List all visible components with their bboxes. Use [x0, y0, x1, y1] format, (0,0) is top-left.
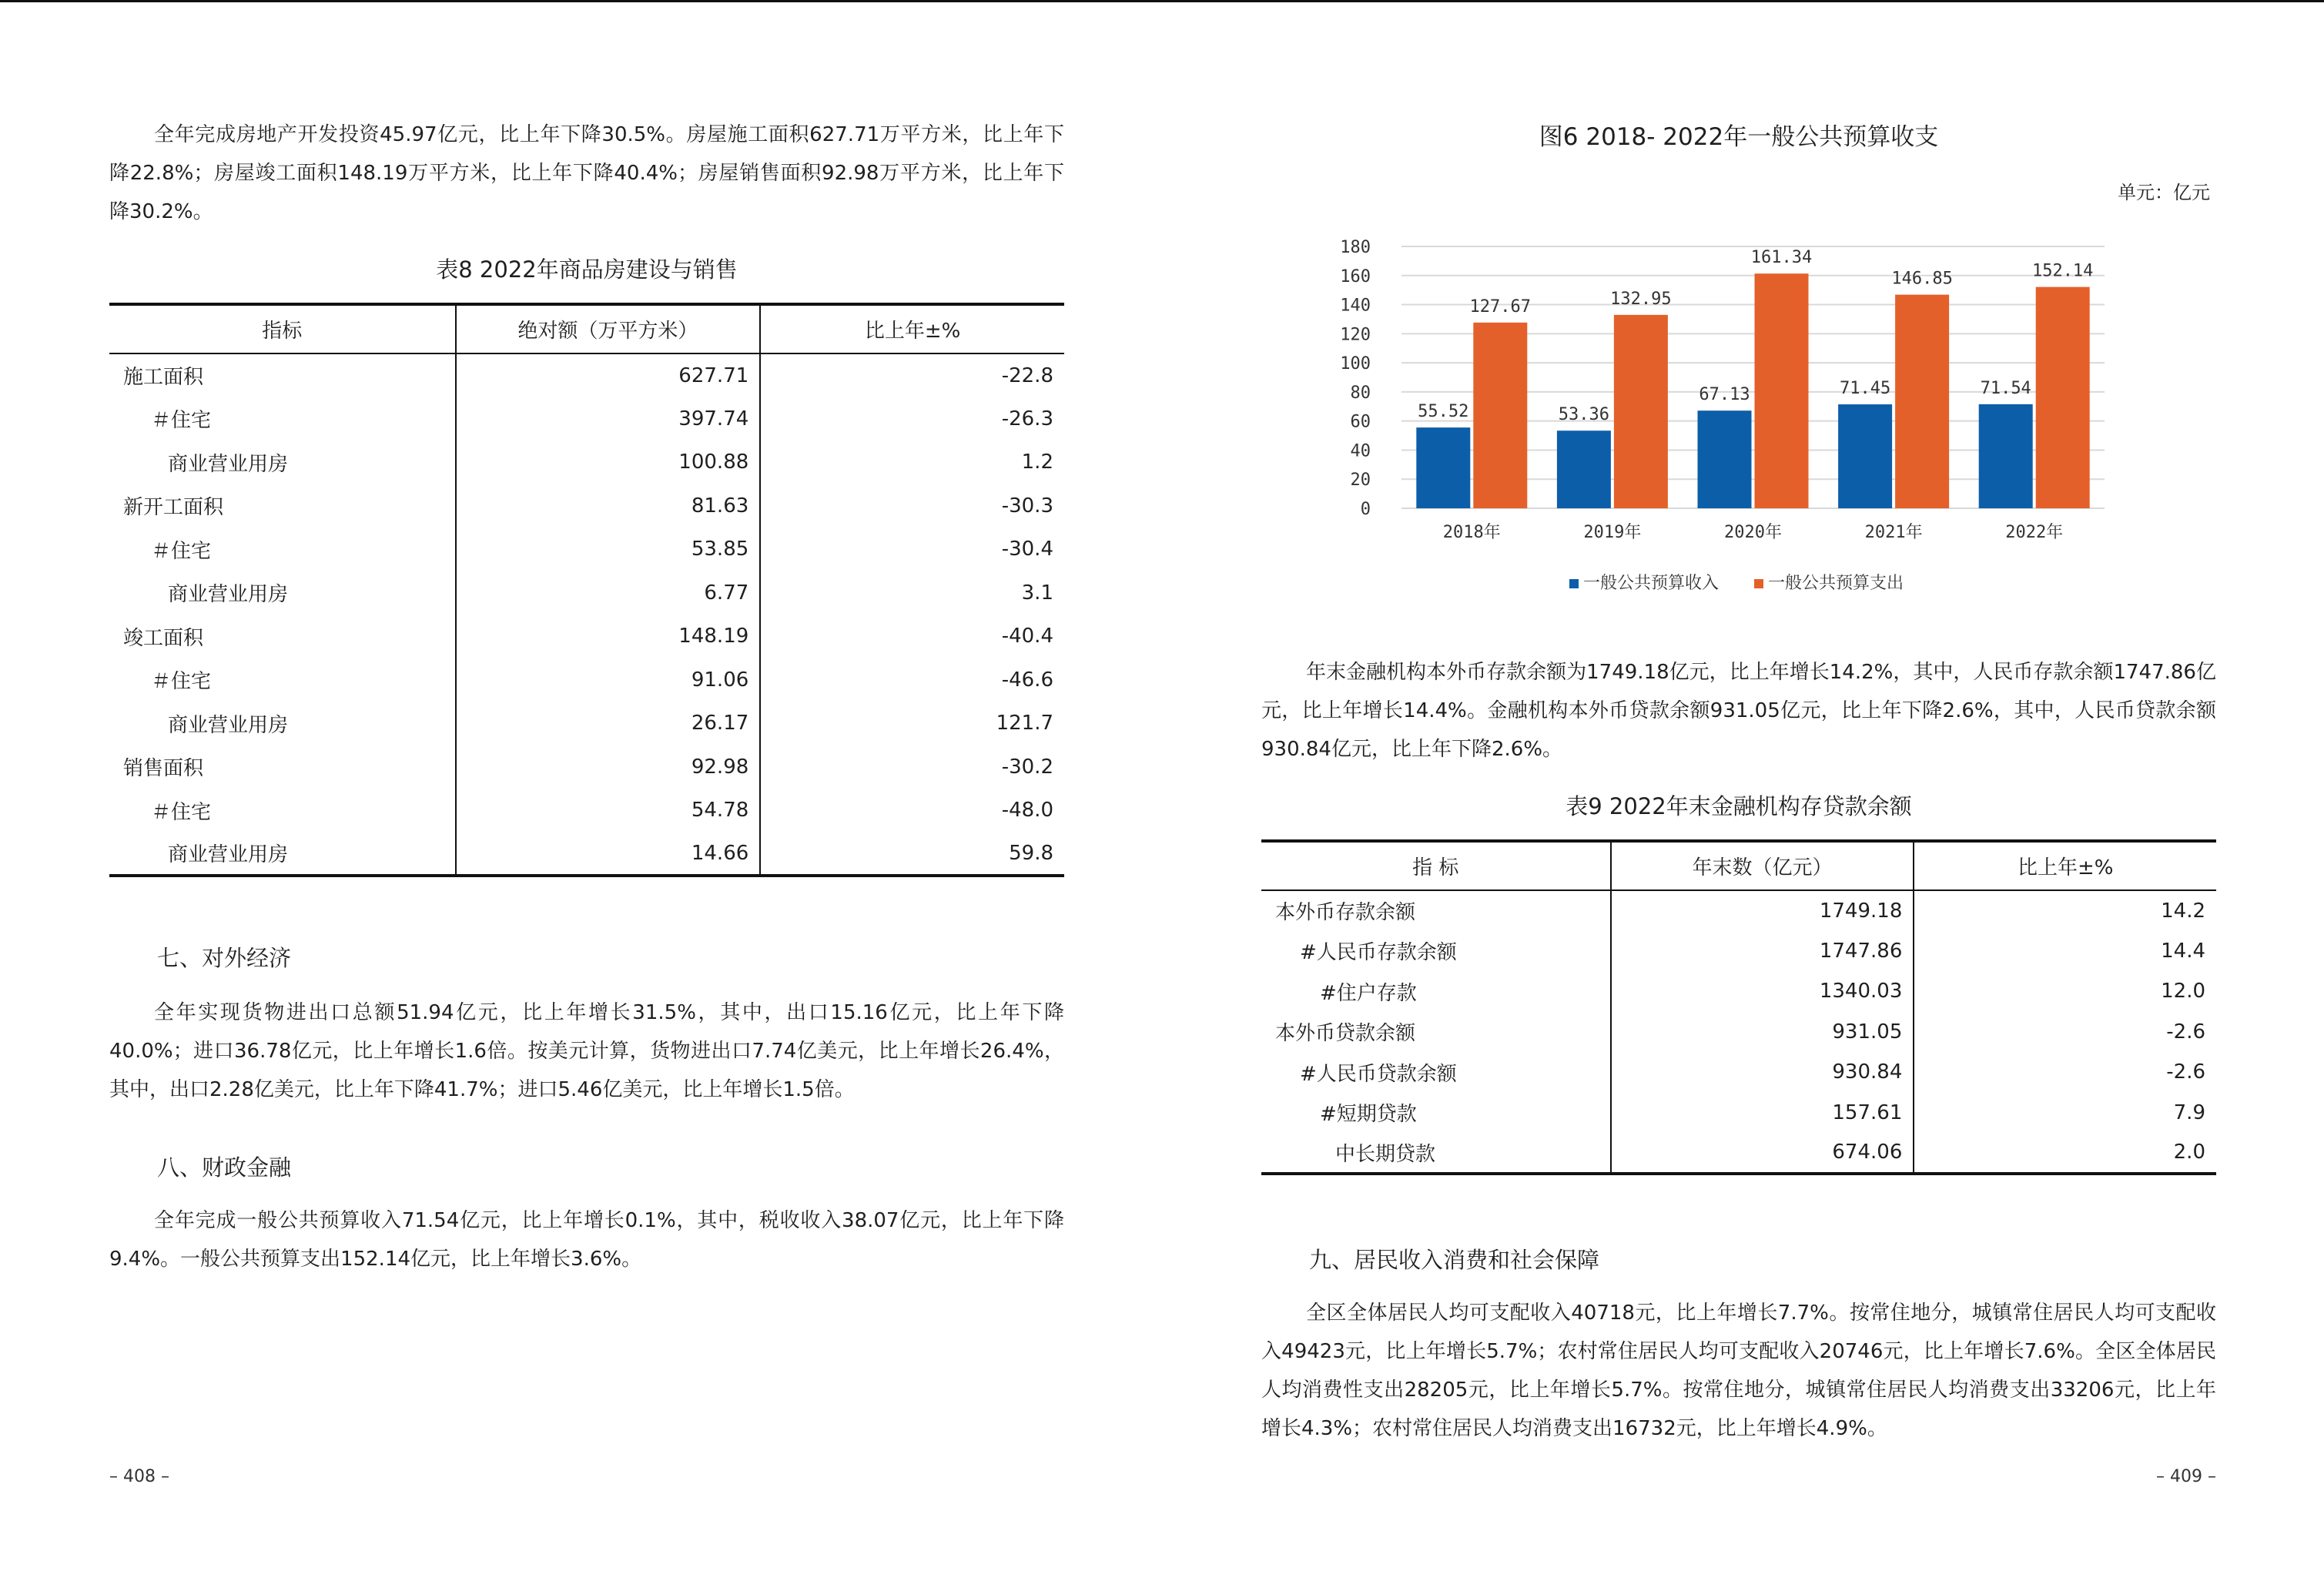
- table8-caption: 表8 2022年商品房建设与销售: [436, 256, 738, 283]
- row-value: 91.06: [456, 658, 761, 702]
- table-row: [109, 397, 1064, 441]
- x-tick-label: 2020年: [1724, 523, 1782, 542]
- table-row: [109, 353, 1064, 397]
- section7-paragraph: 全年实现货物进出口总额51.94亿元，比上年增长31.5%，其中，出口15.16亿元，比上年下降40.0%；进口36.78亿元，比上年增长1.6倍。按美元计算，货物进出口7.74亿美元，比上年增长26.4%，其中，出口2.28亿美元，比上年下降41.7%；进口5.46亿美元，比上年增长1.5倍。: [109, 1001, 1064, 1101]
- row-indicator: 商业营业用房: [109, 833, 456, 876]
- row-value: 148.19: [456, 615, 761, 658]
- bar-expenditure: [1755, 273, 1809, 508]
- table-row: [109, 484, 1064, 528]
- data-label: 161.34: [1750, 248, 1813, 268]
- row-value: 674.06: [1611, 1133, 1914, 1174]
- data-label: 71.54: [1980, 378, 2031, 398]
- data-label: 71.45: [1839, 379, 1891, 399]
- data-label: 146.85: [1891, 269, 1953, 289]
- real-estate-paragraph: 全年完成房地产开发投资45.97亿元，比上年下降30.5%。房屋施工面积627.71万平方米，比上年下降22.8%；房屋竣工面积148.19万平方米，比上年下降40.4%；房屋销售面积92.98万平方米，比上年下降30.2%。: [109, 123, 1064, 223]
- y-tick-label: 160: [1340, 266, 1371, 286]
- row-value: 54.78: [456, 789, 761, 833]
- row-change: -2.6: [1914, 1012, 2216, 1053]
- legend-label: 一般公共预算收入: [1583, 574, 1720, 593]
- bar-expenditure: [2036, 287, 2090, 508]
- budget-bar-chart: [1261, 223, 2216, 616]
- row-change: 14.4: [1914, 931, 2216, 972]
- row-indicator: 商业营业用房: [168, 583, 289, 607]
- bar-expenditure: [1614, 315, 1668, 508]
- row-indicator: 商业营业用房: [168, 713, 289, 737]
- row-indicator: ＃住宅: [151, 800, 212, 824]
- row-value: 157.61: [1611, 1093, 1914, 1134]
- row-change: 121.7: [760, 702, 1064, 745]
- row-indicator: 中长期贷款: [1261, 1133, 1611, 1174]
- row-value: 26.17: [456, 702, 761, 745]
- table-row: [109, 789, 1064, 833]
- data-label: 67.13: [1699, 385, 1750, 405]
- row-indicator: #住户存款: [1320, 981, 1417, 1005]
- table9-caption: 表9 2022年末金融机构存贷款余额: [1566, 793, 1912, 819]
- section7-title: 七、对外经济: [157, 945, 292, 971]
- x-tick-label: 2019年: [1583, 523, 1642, 542]
- row-value: 397.74: [456, 397, 761, 441]
- row-change: -30.3: [760, 484, 1064, 528]
- row-change: -48.0: [760, 789, 1064, 833]
- table-row: [109, 615, 1064, 658]
- row-indicator: 本外币存款余额: [1275, 901, 1416, 925]
- top-border: [0, 0, 2324, 2]
- unit-label: 单元：亿元: [2118, 182, 2210, 203]
- table-row: [1261, 890, 2216, 931]
- row-change: -40.4: [760, 615, 1064, 658]
- table-row: [109, 833, 1064, 876]
- row-change: -30.4: [760, 528, 1064, 571]
- table-row: [109, 702, 1064, 745]
- data-label: 127.67: [1469, 296, 1532, 317]
- row-change: -46.6: [760, 658, 1064, 702]
- data-label: 152.14: [2031, 261, 2094, 281]
- row-indicator: ＃住宅: [151, 539, 212, 563]
- row-value: 1749.18: [1611, 890, 1914, 931]
- row-value: 92.98: [456, 745, 761, 789]
- table-row: [1261, 1052, 2216, 1093]
- row-value: 14.66: [456, 833, 761, 876]
- page-number-left: – 408 –: [109, 1467, 169, 1486]
- table8-header-indicator: 指标: [109, 304, 456, 353]
- finance-paragraph: 年末金融机构本外币存款余额为1749.18亿元，比上年增长14.2%，其中，人民币存款余额1747.86亿元，比上年增长14.4%。金融机构本外币贷款余额931.05亿元，比上年下降2.6%，其中，人民币贷款余额930.84亿元，比上年下降2.6%。: [1261, 661, 2216, 761]
- section8-title: 八、财政金融: [157, 1154, 292, 1181]
- table-row: [1261, 1012, 2216, 1053]
- page-number-right: – 409 –: [2156, 1467, 2216, 1486]
- y-tick-label: 40: [1350, 441, 1371, 461]
- table-row: [109, 441, 1064, 484]
- row-value: 930.84: [1611, 1052, 1914, 1093]
- row-change: 59.8: [760, 833, 1064, 876]
- table-row: [1261, 1133, 2216, 1174]
- row-indicator: 竣工面积: [123, 626, 204, 650]
- table9: [1261, 839, 2216, 1175]
- section8-paragraph: 全年完成一般公共预算收入71.54亿元，比上年增长0.1%，其中，税收收入38.07亿元，比上年下降9.4%。一般公共预算支出152.14亿元，比上年增长3.6%。: [109, 1209, 1064, 1271]
- bar-revenue: [1416, 427, 1470, 508]
- section9-title: 九、居民收入消费和社会保障: [1309, 1247, 1600, 1273]
- row-value: 6.77: [456, 571, 761, 615]
- x-tick-label: 2022年: [2005, 523, 2064, 542]
- row-change: 12.0: [1914, 971, 2216, 1012]
- x-tick-label: 2021年: [1864, 523, 1923, 542]
- bar-revenue: [1557, 431, 1611, 508]
- table8: [109, 303, 1064, 877]
- y-tick-label: 0: [1360, 500, 1371, 519]
- row-change: -30.2: [760, 745, 1064, 789]
- table8-header-change: 比上年±%: [760, 304, 1064, 353]
- y-tick-label: 140: [1340, 296, 1371, 316]
- row-value: 931.05: [1611, 1012, 1914, 1053]
- row-change: 14.2: [1914, 890, 2216, 931]
- y-tick-label: 180: [1340, 238, 1371, 257]
- table9-header-change: 比上年±%: [1914, 841, 2216, 890]
- table-row: [1261, 931, 2216, 972]
- row-indicator: ＃住宅: [151, 409, 212, 433]
- legend-swatch: [1569, 579, 1579, 588]
- data-label: 55.52: [1418, 402, 1469, 422]
- row-value: 100.88: [456, 441, 761, 484]
- row-change: -26.3: [760, 397, 1064, 441]
- table-row: [1261, 971, 2216, 1012]
- row-indicator: ＃住宅: [151, 670, 212, 694]
- row-indicator: #人民币存款余额: [1300, 941, 1457, 965]
- table-row: [109, 745, 1064, 789]
- bar-revenue: [1838, 404, 1892, 508]
- row-change: 7.9: [1914, 1093, 2216, 1134]
- table8-header-absolute: 绝对额（万平方米）: [456, 304, 761, 353]
- row-change: 2.0: [1914, 1133, 2216, 1174]
- row-change: 1.2: [760, 441, 1064, 484]
- row-indicator: 销售面积: [123, 757, 204, 781]
- row-value: 81.63: [456, 484, 761, 528]
- table-row: [109, 571, 1064, 615]
- row-indicator: #短期贷款: [1320, 1103, 1417, 1127]
- y-tick-label: 20: [1350, 471, 1371, 491]
- section9-paragraph: 全区全体居民人均可支配收入40718元，比上年增长7.7%。按常住地分，城镇常住居民人均可支配收入49423元，比上年增长5.7%；农村常住居民人均可支配收入20746元，比上年增长7.6%。全区全体居民人均消费性支出28205元，比上年增长5.7%。按常住地分，城镇常住居民人均消费支出33206元，比上年增长4.3%；农村常住居民人均消费支出16732元，比上年增长4.9%。: [1261, 1302, 2216, 1440]
- row-change: -2.6: [1914, 1052, 2216, 1093]
- bar-expenditure: [1473, 323, 1527, 508]
- table9-header-yearend: 年末数（亿元）: [1611, 841, 1914, 890]
- bar-revenue: [1698, 410, 1752, 508]
- row-indicator: #人民币贷款余额: [1300, 1062, 1457, 1086]
- row-value: 627.71: [456, 353, 761, 397]
- row-indicator: 商业营业用房: [168, 452, 289, 476]
- row-value: 53.85: [456, 528, 761, 571]
- legend-label: 一般公共预算支出: [1768, 574, 1904, 593]
- bar-revenue: [1979, 404, 2033, 508]
- x-tick-label: 2018年: [1442, 523, 1501, 542]
- data-label: 132.95: [1610, 289, 1672, 309]
- row-indicator: 施工面积: [123, 366, 204, 390]
- row-indicator: 新开工面积: [123, 496, 224, 520]
- bar-expenditure: [1895, 295, 1949, 508]
- row-indicator: 本外币贷款余额: [1275, 1022, 1416, 1046]
- table9-header-indicator: 指 标: [1261, 841, 1611, 890]
- row-value: 1340.03: [1611, 971, 1914, 1012]
- y-tick-label: 60: [1350, 412, 1371, 432]
- data-label: 53.36: [1558, 405, 1610, 425]
- y-tick-label: 80: [1350, 383, 1371, 403]
- row-value: 1747.86: [1611, 931, 1914, 972]
- table-row: [109, 528, 1064, 571]
- table-row: [109, 658, 1064, 702]
- row-change: -22.8: [760, 353, 1064, 397]
- y-tick-label: 120: [1340, 325, 1371, 345]
- legend-swatch: [1754, 579, 1763, 588]
- row-change: 3.1: [760, 571, 1064, 615]
- table-row: [1261, 1093, 2216, 1134]
- y-tick-label: 100: [1340, 354, 1371, 374]
- figure6-title: 图6 2018- 2022年一般公共预算收支: [1539, 123, 1939, 151]
